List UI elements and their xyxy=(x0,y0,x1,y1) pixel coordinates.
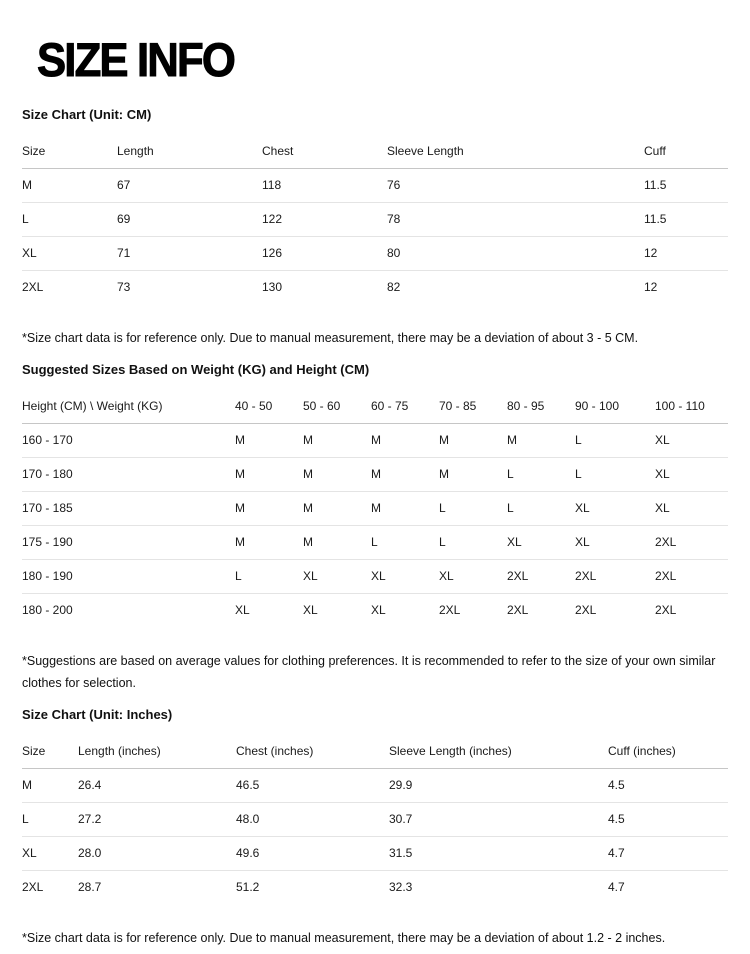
table-cell: 2XL xyxy=(655,526,728,560)
table-row xyxy=(22,803,728,837)
table-row xyxy=(22,526,728,560)
table-cell: 28.7 xyxy=(78,871,236,905)
table-cell: XL xyxy=(655,492,728,526)
section-heading-inches-chart: Size Chart (Unit: Inches) xyxy=(22,707,173,722)
table-cell: 12 xyxy=(644,271,728,305)
note-inches-chart: *Size chart data is for reference only. Due to manual measurement, there may be a deviation of about 1.2 - 2 inches. xyxy=(22,931,666,945)
table-row xyxy=(22,492,728,526)
table-cell: XL xyxy=(235,594,303,628)
suggested-sizes-header xyxy=(22,389,728,424)
table-cell: M xyxy=(371,458,439,492)
table-cell: 26.4 xyxy=(78,778,102,792)
table-cell: XL xyxy=(507,526,575,560)
table-cell: XL xyxy=(371,594,439,628)
table-cell: XL xyxy=(303,560,371,594)
column-header: Height (CM) \ Weight (KG) xyxy=(22,389,235,424)
column-header: Length xyxy=(117,134,262,169)
column-header: 40 - 50 xyxy=(235,389,303,424)
header-row xyxy=(22,134,728,169)
column-header: Sleeve Length (inches) xyxy=(389,734,608,769)
table-cell: L xyxy=(439,526,507,560)
table-cell: 32.3 xyxy=(389,871,608,905)
table-cell: 2XL xyxy=(655,594,728,628)
table-cell: XL xyxy=(655,458,728,492)
table-cell: 29.9 xyxy=(389,778,413,792)
table-cell: 51.2 xyxy=(236,871,389,905)
column-header: Cuff xyxy=(644,134,728,169)
table-cell: 2XL xyxy=(22,871,78,905)
table-cell: 2XL xyxy=(507,594,575,628)
page-title: SIZE INFO xyxy=(37,33,234,86)
table-row xyxy=(22,560,728,594)
table-cell: L xyxy=(439,492,507,526)
table-cell: 126 xyxy=(262,237,387,271)
table-cell: M xyxy=(371,492,439,526)
table-row xyxy=(22,458,728,492)
table-cell: 12 xyxy=(644,237,728,271)
table-cell: 31.5 xyxy=(389,837,608,871)
table-row xyxy=(22,169,728,203)
table-row xyxy=(22,424,728,458)
table-cell: 48.0 xyxy=(236,803,389,837)
table-cell: 27.2 xyxy=(78,803,236,837)
header-row xyxy=(22,389,728,424)
column-header: Chest (inches) xyxy=(236,734,389,769)
table-cell: 2XL xyxy=(575,594,655,628)
table-cell: 2XL xyxy=(22,271,117,305)
table-cell: M xyxy=(371,433,381,447)
column-header: 70 - 85 xyxy=(439,389,507,424)
table-cell: L xyxy=(371,526,439,560)
table-cell: 160 - 170 xyxy=(22,433,73,447)
table-cell: XL xyxy=(22,837,78,871)
table-row xyxy=(22,837,728,871)
note-cm-chart: *Size chart data is for reference only. Due to manual measurement, there may be a deviation of about 3 - 5 CM. xyxy=(22,331,639,345)
table-cell: M xyxy=(235,458,303,492)
suggested-sizes-table xyxy=(22,389,728,627)
table-row xyxy=(22,203,728,237)
header-row xyxy=(22,734,728,769)
table-cell: 170 - 180 xyxy=(22,458,235,492)
table-cell: L xyxy=(22,203,117,237)
table-cell: M xyxy=(439,458,507,492)
size-chart-cm-table xyxy=(22,134,728,304)
table-cell: XL xyxy=(439,560,507,594)
table-cell: 46.5 xyxy=(236,778,260,792)
table-cell: XL xyxy=(22,237,117,271)
table-cell: 2XL xyxy=(439,594,507,628)
column-header: Sleeve Length xyxy=(387,134,644,169)
table-cell: 2XL xyxy=(575,560,655,594)
table-cell: M xyxy=(507,433,517,447)
table-cell: L xyxy=(507,492,575,526)
table-cell: 4.7 xyxy=(608,871,728,905)
table-cell: XL xyxy=(371,560,439,594)
table-cell: M xyxy=(303,458,371,492)
table-cell: M xyxy=(303,526,371,560)
table-cell: 30.7 xyxy=(389,803,608,837)
size-chart-cm-body xyxy=(22,169,728,305)
table-cell: 180 - 190 xyxy=(22,560,235,594)
table-cell: 78 xyxy=(387,203,644,237)
table-cell: M xyxy=(303,433,313,447)
table-cell: 11.5 xyxy=(644,203,728,237)
table-cell: L xyxy=(235,560,303,594)
column-header: 80 - 95 xyxy=(507,389,575,424)
note-suggested-sizes: *Suggestions are based on average values for clothing preferences. It is recommended to refer to the size of your own similar clothes for selection. xyxy=(22,654,716,690)
table-cell: 76 xyxy=(387,178,401,192)
table-cell: M xyxy=(22,178,32,192)
table-cell: XL xyxy=(303,594,371,628)
table-row xyxy=(22,271,728,305)
table-cell: 80 xyxy=(387,237,644,271)
column-header: 60 - 75 xyxy=(371,389,439,424)
table-cell: 49.6 xyxy=(236,837,389,871)
table-row xyxy=(22,871,728,905)
table-cell: 71 xyxy=(117,237,262,271)
table-cell: XL xyxy=(655,433,670,447)
table-row xyxy=(22,769,728,803)
table-cell: 170 - 185 xyxy=(22,492,235,526)
table-cell: 4.5 xyxy=(608,803,728,837)
table-cell: 82 xyxy=(387,271,644,305)
size-chart-inches-table xyxy=(22,734,728,904)
table-cell: 11.5 xyxy=(644,178,667,192)
section-heading-suggested-sizes: Suggested Sizes Based on Weight (KG) and Height (CM) xyxy=(22,362,370,377)
table-cell: 2XL xyxy=(507,560,575,594)
table-cell: 69 xyxy=(117,203,262,237)
column-header: Chest xyxy=(262,134,387,169)
table-cell: M xyxy=(22,778,32,792)
table-cell: L xyxy=(507,458,575,492)
table-cell: L xyxy=(575,458,655,492)
column-header: Cuff (inches) xyxy=(608,734,728,769)
table-cell: 73 xyxy=(117,271,262,305)
column-header: 90 - 100 xyxy=(575,389,655,424)
section-heading-cm-chart: Size Chart (Unit: CM) xyxy=(22,107,152,122)
table-cell: M xyxy=(235,526,303,560)
table-cell: XL xyxy=(575,526,655,560)
table-cell: L xyxy=(22,803,78,837)
size-chart-inches-body xyxy=(22,769,728,905)
table-cell: 2XL xyxy=(655,560,728,594)
table-cell: XL xyxy=(575,492,655,526)
table-cell: 180 - 200 xyxy=(22,594,235,628)
table-cell: L xyxy=(575,433,582,447)
table-row xyxy=(22,594,728,628)
table-cell: M xyxy=(439,433,449,447)
table-cell: M xyxy=(235,492,303,526)
table-cell: M xyxy=(303,492,371,526)
table-cell: 4.7 xyxy=(608,837,728,871)
table-cell: 118 xyxy=(262,178,282,192)
table-cell: 130 xyxy=(262,271,387,305)
column-header: Size xyxy=(22,734,78,769)
column-header: Length (inches) xyxy=(78,734,236,769)
table-cell: 4.5 xyxy=(608,778,625,792)
table-cell: M xyxy=(235,433,245,447)
column-header: 50 - 60 xyxy=(303,389,371,424)
table-row xyxy=(22,237,728,271)
column-header: Size xyxy=(22,134,117,169)
table-cell: 67 xyxy=(117,178,131,192)
size-chart-cm-header xyxy=(22,134,728,169)
table-cell: 28.0 xyxy=(78,837,236,871)
table-cell: 175 - 190 xyxy=(22,526,235,560)
suggested-sizes-body xyxy=(22,424,728,628)
table-cell: 122 xyxy=(262,203,387,237)
column-header: 100 - 110 xyxy=(655,389,728,424)
size-chart-inches-header xyxy=(22,734,728,769)
